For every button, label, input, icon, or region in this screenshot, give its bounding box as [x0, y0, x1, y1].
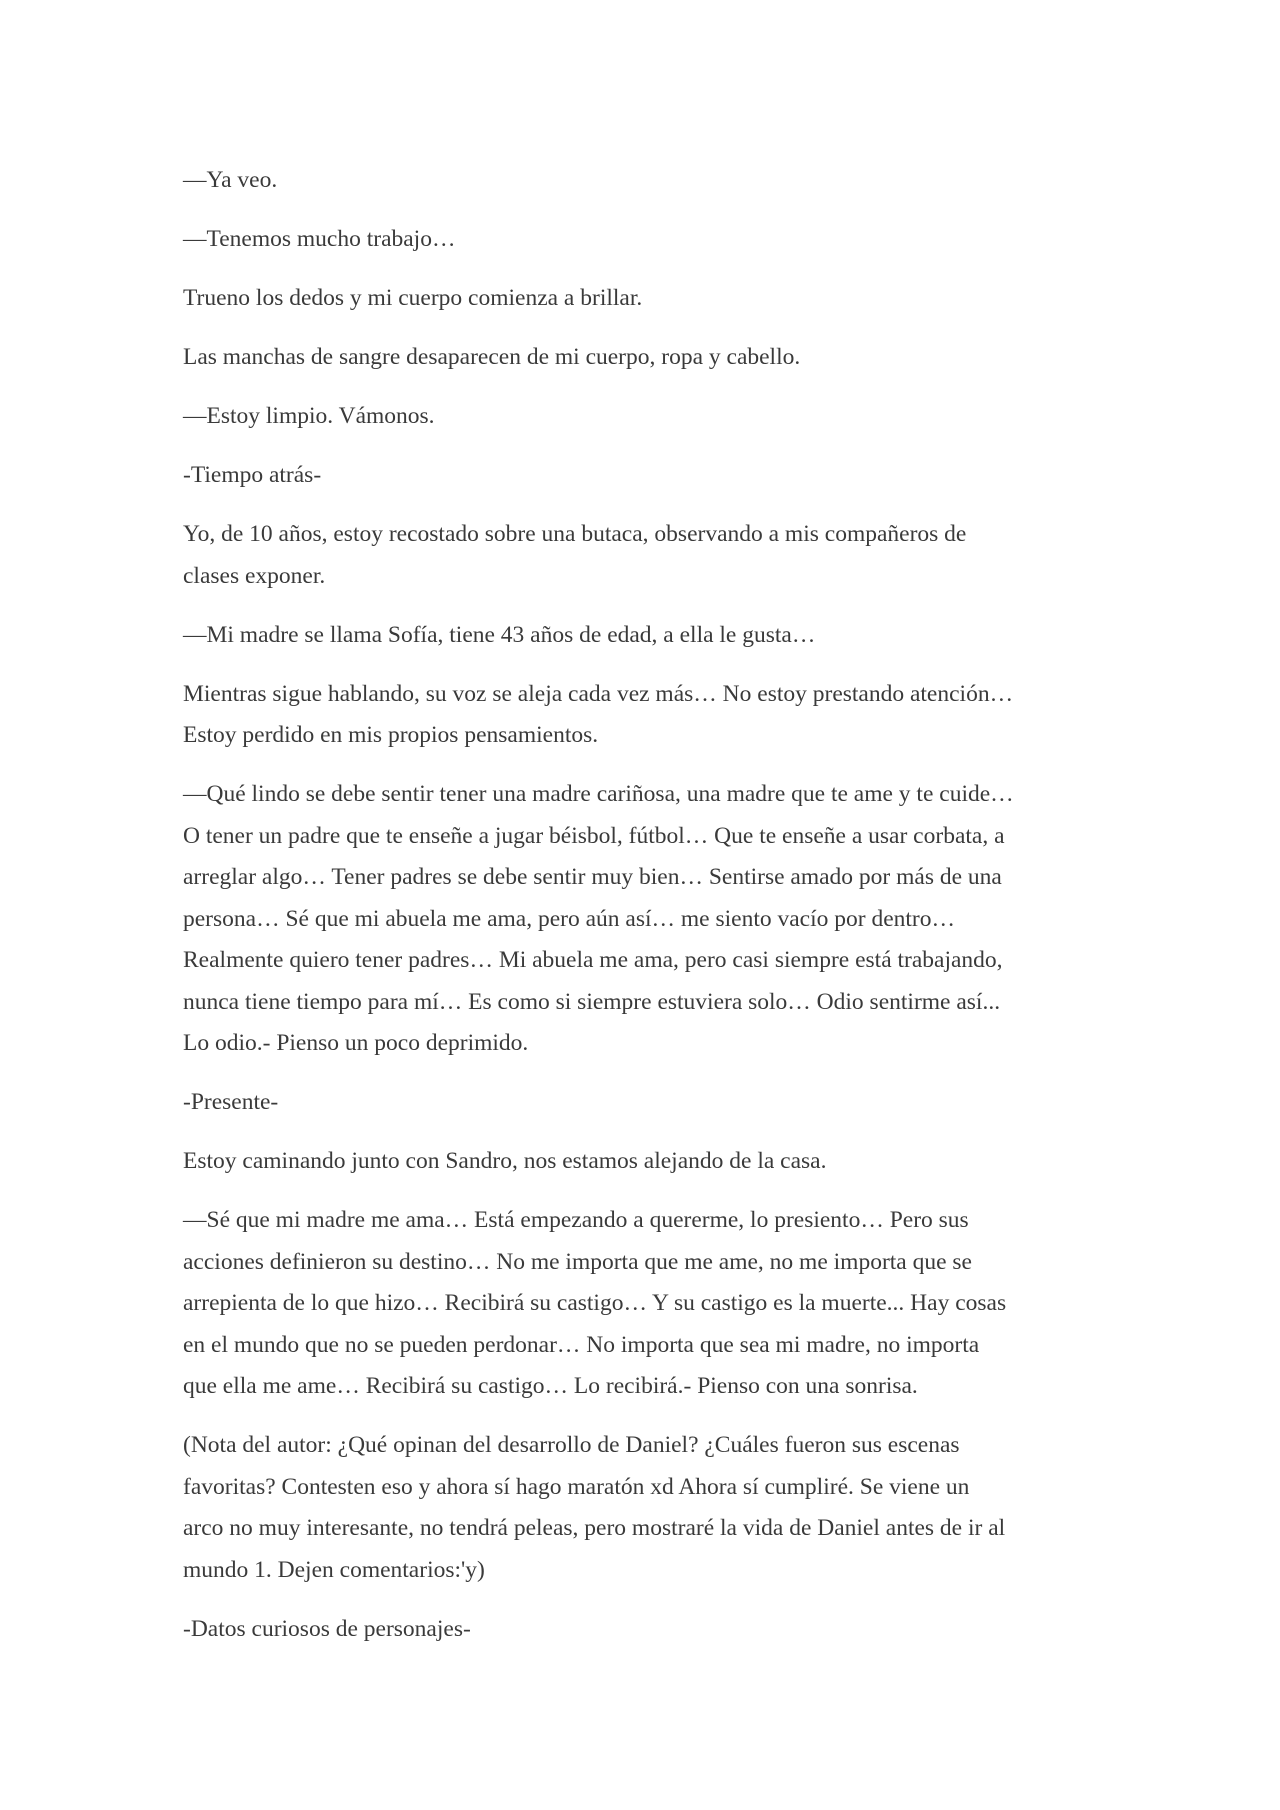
paragraph	[183, 160, 1103, 202]
paragraph	[183, 514, 1103, 597]
text-line: Estoy perdido en mis propios pensamientos.	[183, 722, 599, 748]
text-line: Realmente quiero tener padres… Mi abuela me ama, pero casi siempre está trabajando,	[183, 947, 1003, 973]
text-line: —Mi madre se llama Sofía, tiene 43 años de edad, a ella le gusta…	[183, 621, 816, 648]
text-line: -Datos curiosos de personajes-	[183, 1615, 471, 1642]
text-line: -Tiempo atrás-	[183, 462, 322, 488]
paragraph	[183, 774, 1103, 1065]
text-line: —Tenemos mucho trabajo…	[183, 226, 456, 252]
text-line: Estoy caminando junto con Sandro, nos estamos alejando de la casa.	[183, 1148, 827, 1174]
paragraph	[183, 219, 1103, 261]
text-line: arreglar algo… Tener padres se debe sentir muy bien… Sentirse amado por más de una	[183, 864, 1002, 890]
text-line: clases exponer.	[183, 562, 326, 589]
text-line: persona… Sé que mi abuela me ama, pero aún así… me siento vacío por dentro…	[183, 905, 956, 932]
paragraph	[183, 396, 1103, 438]
paragraph	[183, 1200, 1103, 1408]
paragraph	[183, 455, 1103, 497]
text-line: mundo 1. Dejen comentarios:'y)	[183, 1556, 485, 1583]
text-line: -Presente-	[183, 1089, 279, 1115]
text-line: Mientras sigue hablando, su voz se aleja cada vez más… No estoy prestando atención…	[183, 680, 1014, 707]
text-line: —Ya veo.	[183, 167, 278, 193]
paragraph	[183, 1425, 1103, 1591]
text-line: favoritas? Contesten eso y ahora sí hago maratón xd Ahora sí cumpliré. Se viene un	[183, 1473, 970, 1500]
paragraph	[183, 337, 1103, 379]
text-line: —Estoy limpio. Vámonos.	[183, 403, 435, 429]
text-line: Yo, de 10 años, estoy recostado sobre una butaca, observando a mis compañeros de	[183, 521, 967, 547]
paragraph	[183, 278, 1103, 320]
text-line: nunca tiene tiempo para mí… Es como si siempre estuviera solo… Odio sentirme así...	[183, 988, 1001, 1015]
text-line: (Nota del autor: ¿Qué opinan del desarrollo de Daniel? ¿Cuáles fueron sus escenas	[183, 1432, 960, 1458]
paragraph	[183, 1082, 1103, 1124]
document-body	[183, 160, 1103, 1668]
text-line: que ella me ame… Recibirá su castigo… Lo recibirá.- Pienso con una sonrisa.	[183, 1373, 918, 1399]
paragraph	[183, 615, 1103, 657]
text-line: Lo odio.- Pienso un poco deprimido.	[183, 1030, 529, 1056]
text-line: Trueno los dedos y mi cuerpo comienza a brillar.	[183, 285, 643, 311]
text-line: arrepienta de lo que hizo… Recibirá su castigo… Y su castigo es la muerte... Hay cosas	[183, 1290, 1007, 1316]
paragraph	[183, 674, 1103, 757]
paragraph	[183, 1141, 1103, 1183]
text-line: acciones definieron su destino… No me importa que me ame, no me importa que se	[183, 1248, 972, 1275]
paragraph	[183, 1609, 1103, 1651]
text-line: Las manchas de sangre desaparecen de mi cuerpo, ropa y cabello.	[183, 344, 801, 370]
text-line: en el mundo que no se pueden perdonar… No importa que sea mi madre, no importa	[183, 1331, 980, 1358]
text-line: —Qué lindo se debe sentir tener una madre cariñosa, una madre que te ame y te cuide…	[183, 781, 1014, 807]
text-line: O tener un padre que te enseñe a jugar béisbol, fútbol… Que te enseñe a usar corbata, a	[183, 822, 1005, 849]
text-line: —Sé que mi madre me ama… Está empezando a quererme, lo presiento… Pero sus	[183, 1207, 969, 1233]
text-line: arco no muy interesante, no tendrá peleas, pero mostraré la vida de Daniel antes de ir al	[183, 1515, 1006, 1541]
